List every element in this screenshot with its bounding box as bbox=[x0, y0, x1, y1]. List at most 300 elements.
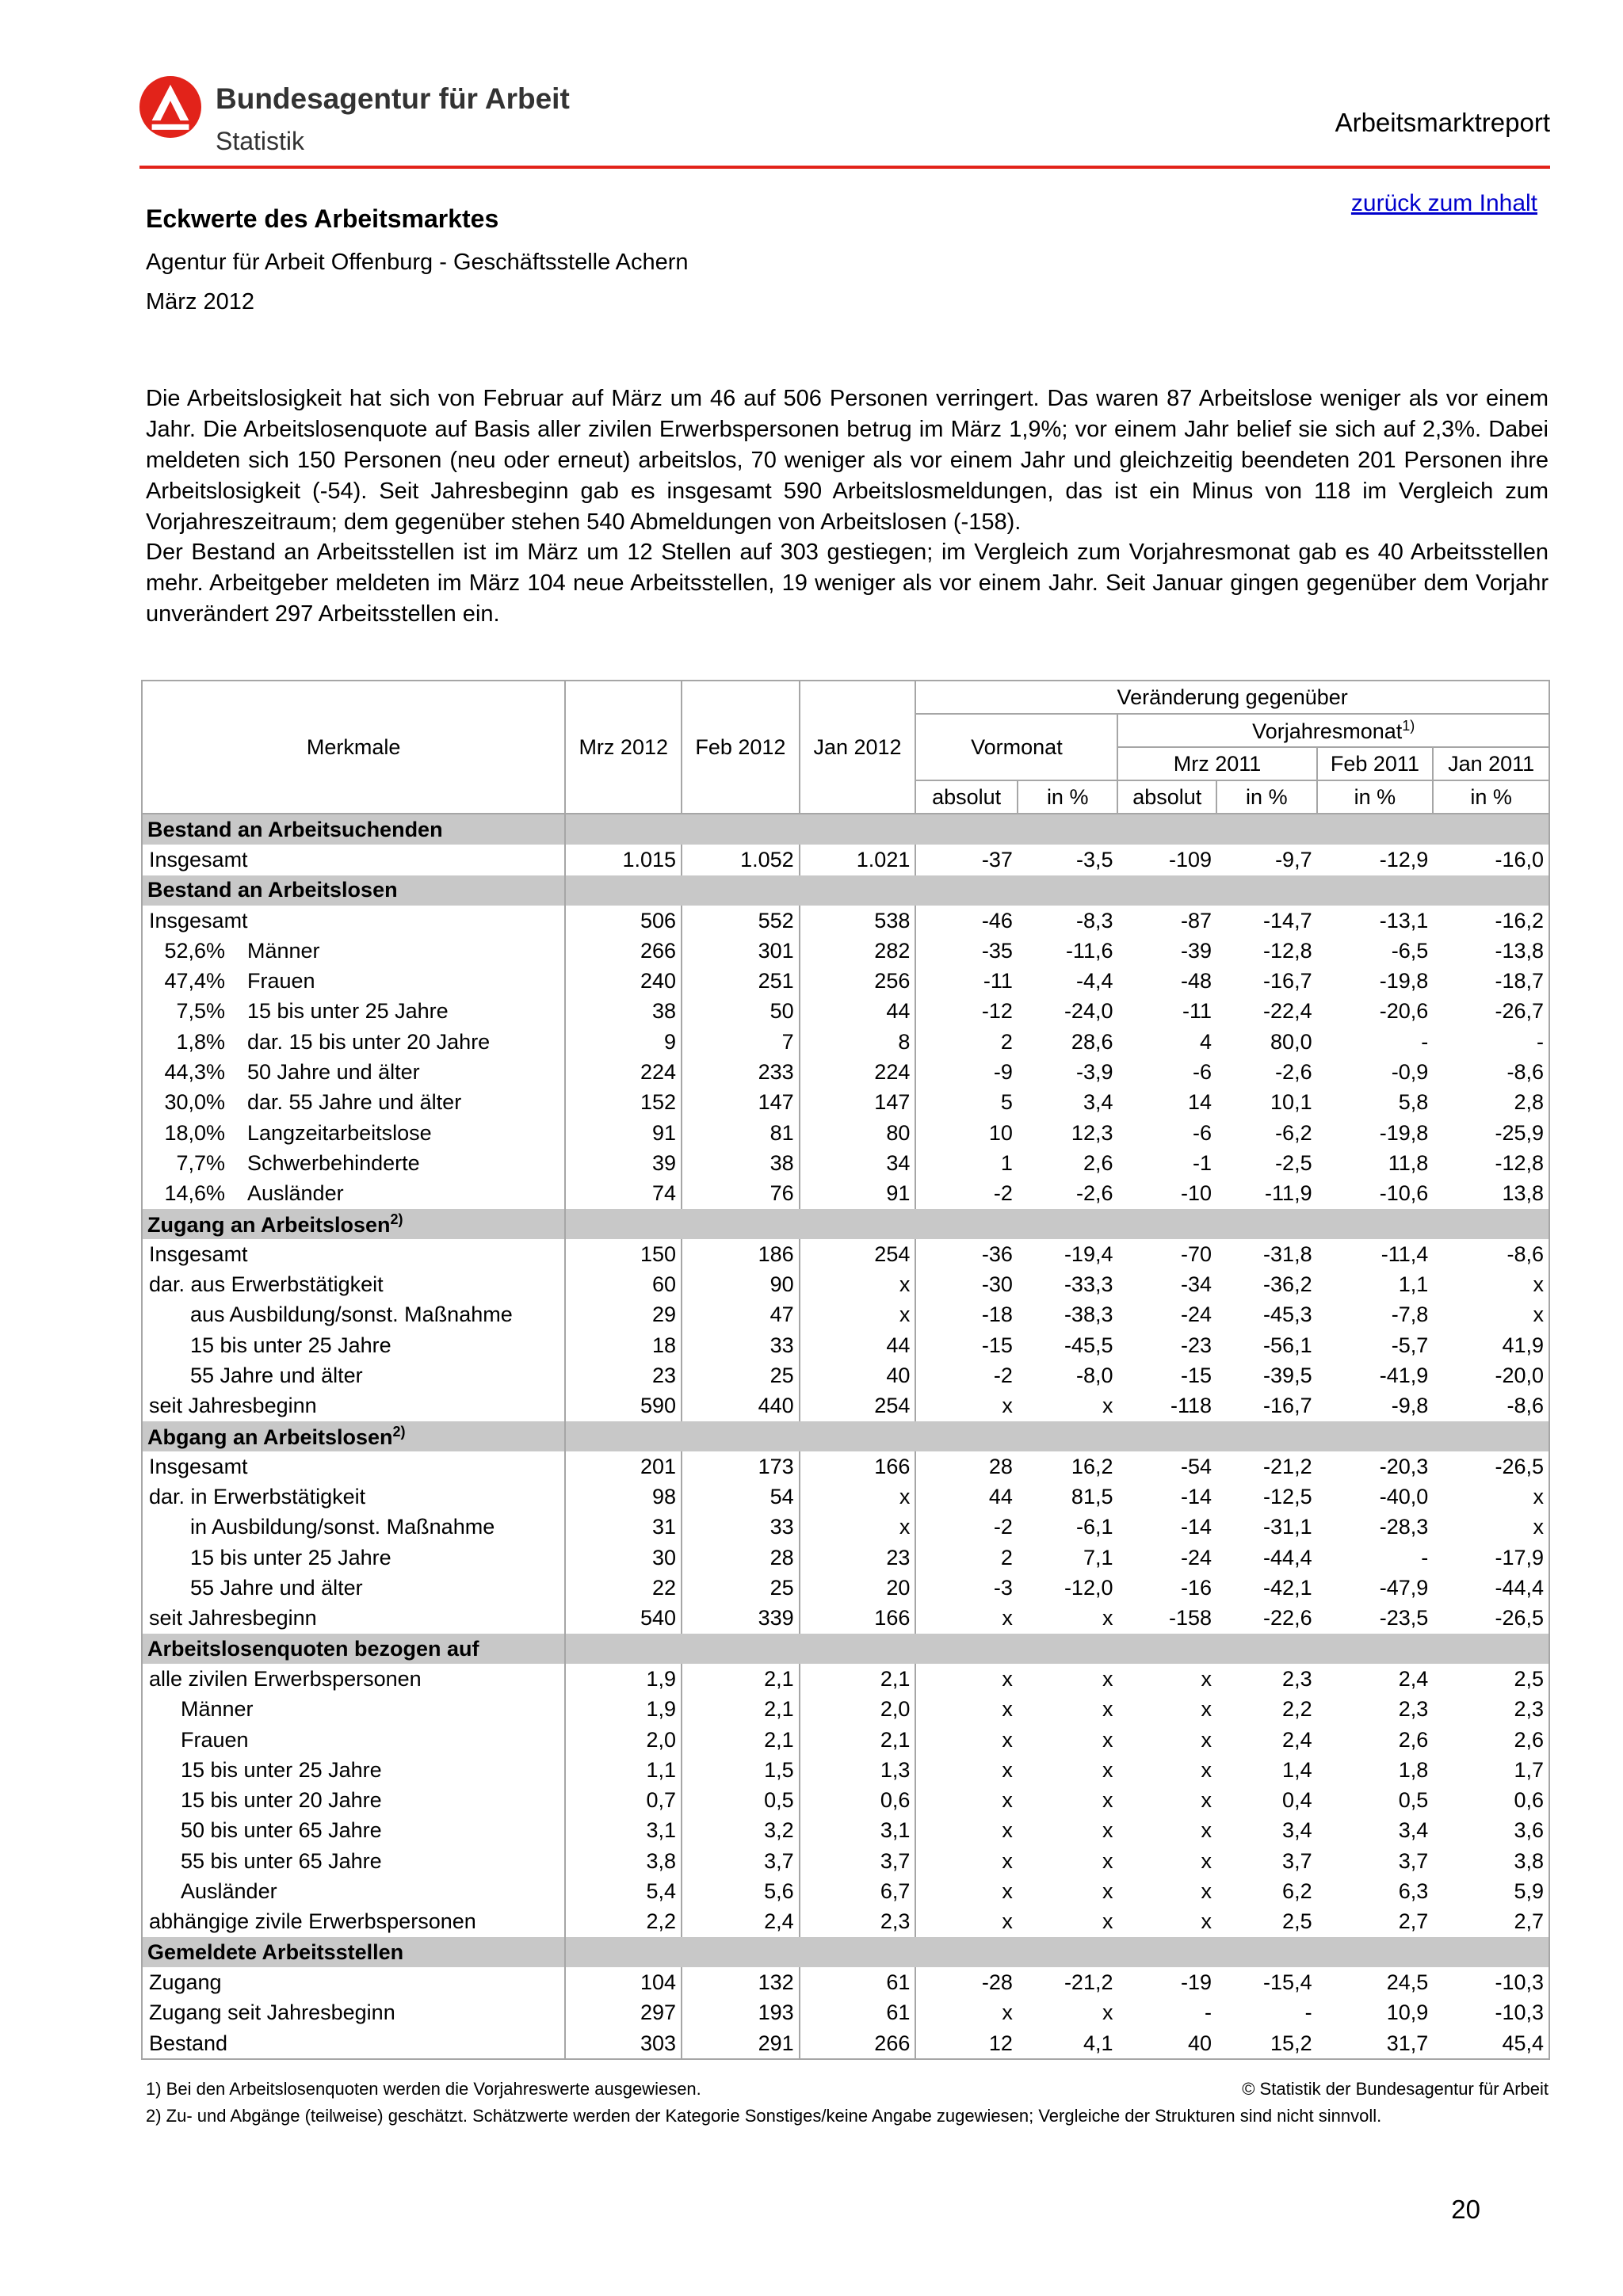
row-label: 15 bis unter 25 Jahre bbox=[142, 1543, 565, 1573]
ba-logo-icon bbox=[139, 76, 201, 138]
row-label: 44,3% 50 Jahre und älter bbox=[142, 1057, 565, 1087]
row-share: 44,3% bbox=[164, 1060, 225, 1085]
table-cell: 0,6 bbox=[1514, 1788, 1544, 1813]
table-row bbox=[142, 1179, 1549, 1209]
table-cell: x bbox=[1002, 1727, 1013, 1752]
table-cell: x bbox=[1201, 1848, 1212, 1873]
row-label: seit Jahresbeginn bbox=[142, 1391, 565, 1421]
table-cell: -11,4 bbox=[1381, 1241, 1429, 1266]
row-label: dar. aus Erwerbstätigkeit bbox=[142, 1269, 565, 1299]
table-cell: 0,6 bbox=[800, 1786, 916, 1816]
table-cell: 2,3 bbox=[1282, 1666, 1312, 1691]
table-cell: 6,2 bbox=[1282, 1879, 1312, 1904]
row-label: Ausländer bbox=[142, 1876, 565, 1906]
table-cell: -109 bbox=[1168, 847, 1212, 871]
table-cell: -3,9 bbox=[1075, 1060, 1113, 1085]
table-cell: -16,2 bbox=[1495, 908, 1544, 933]
col-header-merkmale: Merkmale bbox=[142, 681, 565, 814]
table-cell: -16 bbox=[1181, 1576, 1212, 1600]
table-cell: 10,9 bbox=[1386, 2000, 1429, 2025]
table-cell: 47 bbox=[682, 1300, 800, 1330]
col-header-jan2012: Jan 2012 bbox=[800, 681, 916, 814]
table-cell: 81 bbox=[682, 1118, 800, 1148]
table-cell: x bbox=[1102, 1394, 1113, 1418]
table-cell: x bbox=[1201, 1697, 1212, 1722]
col-header-veraenderung: Veränderung gegenüber bbox=[915, 681, 1549, 714]
row-label: 15 bis unter 20 Jahre bbox=[142, 1786, 565, 1816]
table-cell: 29 bbox=[565, 1300, 682, 1330]
table-cell: -24 bbox=[1181, 1545, 1212, 1569]
table-cell: -8,0 bbox=[1075, 1363, 1113, 1387]
table-cell: -6,5 bbox=[1391, 938, 1429, 963]
table-cell: -44,4 bbox=[1263, 1545, 1312, 1569]
table-cell: x bbox=[1102, 1606, 1113, 1630]
section-label: Abgang an Arbeitslosen$^{2)}$ bbox=[142, 1421, 565, 1451]
table-cell: x bbox=[1102, 1697, 1113, 1722]
table-row bbox=[142, 1391, 1549, 1421]
table-cell: 3,8 bbox=[565, 1846, 682, 1876]
col-header-mrz2012: Mrz 2012 bbox=[565, 681, 682, 814]
table-cell: -21,2 bbox=[1263, 1454, 1312, 1478]
table-cell: -6 bbox=[1193, 1120, 1212, 1145]
table-row bbox=[142, 966, 1549, 996]
row-label: dar. in Erwerbstätigkeit bbox=[142, 1482, 565, 1512]
table-cell: -54 bbox=[1181, 1454, 1212, 1478]
table-cell: 150 bbox=[565, 1239, 682, 1269]
table-cell: 2,4 bbox=[1398, 1666, 1429, 1691]
org-name: Bundesagentur für Arbeit bbox=[216, 82, 570, 115]
table-cell: x bbox=[1002, 1848, 1013, 1873]
table-cell: 193 bbox=[682, 1998, 800, 2028]
table-cell: 74 bbox=[565, 1179, 682, 1209]
section-label: Arbeitslosenquoten bezogen auf bbox=[142, 1634, 565, 1664]
table-row bbox=[142, 936, 1549, 966]
table-cell: 39 bbox=[565, 1148, 682, 1178]
table-cell: -30 bbox=[981, 1272, 1013, 1297]
table-cell: -37 bbox=[981, 847, 1013, 871]
table-cell: 266 bbox=[565, 936, 682, 966]
table-cell: -23 bbox=[1181, 1333, 1212, 1357]
table-cell: 28 bbox=[682, 1543, 800, 1573]
table-cell: -42,1 bbox=[1263, 1576, 1312, 1600]
table-cell: 12,3 bbox=[1071, 1120, 1113, 1145]
table-cell: -21,2 bbox=[1064, 1970, 1113, 1994]
table-cell: -25,9 bbox=[1495, 1120, 1544, 1145]
row-label: 7,7% Schwerbehinderte bbox=[142, 1148, 565, 1178]
table-cell: 8 bbox=[800, 1027, 916, 1057]
row-label: Insgesamt bbox=[142, 1239, 565, 1269]
table-cell: -11,9 bbox=[1265, 1181, 1312, 1206]
table-cell: 2,7 bbox=[1398, 1909, 1429, 1934]
table-cell: -6 bbox=[1193, 1060, 1212, 1085]
table-row bbox=[142, 1846, 1549, 1876]
table-cell: 3,7 bbox=[682, 1846, 800, 1876]
table-cell: - bbox=[1421, 1029, 1429, 1054]
table-cell: 1,1 bbox=[565, 1755, 682, 1785]
table-cell: -19 bbox=[1181, 1970, 1212, 1994]
table-cell: -7,8 bbox=[1391, 1302, 1429, 1327]
table-cell: -47,9 bbox=[1379, 1576, 1429, 1600]
table-cell: -8,3 bbox=[1075, 908, 1113, 933]
table-row bbox=[142, 997, 1549, 1027]
table-cell: 2,2 bbox=[565, 1907, 682, 1937]
table-cell: -45,3 bbox=[1263, 1302, 1312, 1327]
table-cell: -3 bbox=[993, 1576, 1013, 1600]
table-cell: x bbox=[1201, 1909, 1212, 1934]
table-cell: -33,3 bbox=[1064, 1272, 1113, 1297]
table-cell: x bbox=[1533, 1515, 1544, 1539]
section-row bbox=[142, 1209, 1549, 1239]
table-cell: 282 bbox=[800, 936, 916, 966]
table-cell: 40 bbox=[1187, 2031, 1212, 2055]
table-cell: 0,5 bbox=[1398, 1788, 1429, 1813]
row-label: aus Ausbildung/sonst. Maßnahme bbox=[142, 1300, 565, 1330]
table-row bbox=[142, 1482, 1549, 1512]
table-cell: -9,7 bbox=[1275, 847, 1312, 871]
table-cell: 1,9 bbox=[565, 1695, 682, 1725]
table-cell: 61 bbox=[800, 1998, 916, 2028]
table-cell: 147 bbox=[800, 1088, 916, 1118]
table-cell: -24 bbox=[1181, 1302, 1212, 1327]
table-cell: 44 bbox=[988, 1485, 1013, 1509]
table-cell: -16,7 bbox=[1263, 1394, 1312, 1418]
table-row bbox=[142, 1816, 1549, 1846]
table-cell: x bbox=[1533, 1485, 1544, 1509]
table-cell: 224 bbox=[565, 1057, 682, 1087]
table-cell: 2 bbox=[1000, 1545, 1013, 1569]
table-cell: 31,7 bbox=[1386, 2031, 1429, 2055]
table-row bbox=[142, 1360, 1549, 1390]
report-month: März 2012 bbox=[146, 289, 255, 315]
row-share: 7,5% bbox=[176, 999, 225, 1024]
table-cell: 1,5 bbox=[682, 1755, 800, 1785]
table-cell: x bbox=[1002, 2000, 1013, 2025]
table-cell: 147 bbox=[682, 1088, 800, 1118]
table-cell: 3,7 bbox=[800, 1846, 916, 1876]
table-cell: 2,4 bbox=[1282, 1727, 1312, 1752]
table-cell: 5,8 bbox=[1398, 1090, 1429, 1115]
table-cell: -9,8 bbox=[1391, 1394, 1429, 1418]
row-label: Männer bbox=[142, 1695, 565, 1725]
table-cell: 6,3 bbox=[1398, 1879, 1429, 1904]
table-cell: -17,9 bbox=[1495, 1545, 1544, 1569]
table-cell: 2,1 bbox=[682, 1695, 800, 1725]
table-cell: 13,8 bbox=[1502, 1181, 1544, 1206]
table-row bbox=[142, 1027, 1549, 1057]
table-cell: -158 bbox=[1168, 1606, 1212, 1630]
table-cell: -45,5 bbox=[1064, 1333, 1113, 1357]
table-cell: 5,4 bbox=[565, 1876, 682, 1906]
table-cell: -19,4 bbox=[1064, 1241, 1113, 1266]
table-cell: 2,1 bbox=[800, 1664, 916, 1694]
table-cell: - bbox=[1421, 1545, 1429, 1569]
table-cell: -48 bbox=[1181, 969, 1212, 994]
col-header-jan2011: Jan 2011 bbox=[1433, 747, 1549, 780]
table-row bbox=[142, 1604, 1549, 1634]
row-label: Insgesamt bbox=[142, 845, 565, 875]
table-cell: 3,2 bbox=[682, 1816, 800, 1846]
table-cell: -36 bbox=[981, 1241, 1013, 1266]
section-label: Zugang an Arbeitslosen$^{2)}$ bbox=[142, 1209, 565, 1239]
table-cell: -118 bbox=[1170, 1394, 1212, 1418]
table-cell: 20 bbox=[800, 1573, 916, 1603]
table-cell: 1,4 bbox=[1282, 1757, 1312, 1782]
table-row bbox=[142, 1543, 1549, 1573]
table-row bbox=[142, 1573, 1549, 1603]
table-cell: -13,8 bbox=[1495, 938, 1544, 963]
table-row bbox=[142, 1330, 1549, 1360]
back-to-contents-link[interactable]: zurück zum Inhalt bbox=[1350, 190, 1537, 216]
table-cell: 3,4 bbox=[1398, 1818, 1429, 1843]
table-cell: -10,6 bbox=[1379, 1181, 1429, 1206]
table-cell: -23,5 bbox=[1379, 1606, 1429, 1630]
table-row bbox=[142, 1876, 1549, 1906]
table-cell: 2,6 bbox=[1514, 1727, 1544, 1752]
table-cell: -26,5 bbox=[1495, 1454, 1544, 1478]
col-header-vj-absolut: absolut bbox=[1117, 780, 1216, 814]
table-cell: 2 bbox=[1000, 1029, 1013, 1054]
table-cell: 1 bbox=[1000, 1150, 1013, 1175]
row-label: abhängige zivile Erwerbspersonen bbox=[142, 1907, 565, 1937]
key-figures-table bbox=[141, 680, 1550, 2060]
row-label: Zugang bbox=[142, 1967, 565, 1997]
row-label: 18,0% Langzeitarbeitslose bbox=[142, 1118, 565, 1148]
table-cell: 291 bbox=[682, 2028, 800, 2059]
table-cell: -2 bbox=[993, 1363, 1013, 1387]
table-cell: 2,1 bbox=[682, 1664, 800, 1694]
row-label: 15 bis unter 25 Jahre bbox=[142, 1330, 565, 1360]
table-cell: 251 bbox=[682, 966, 800, 996]
table-cell: -4,4 bbox=[1075, 969, 1113, 994]
table-cell: 1,1 bbox=[1398, 1272, 1429, 1297]
page-subtitle: Agentur für Arbeit Offenburg - Geschäftsstelle Achern bbox=[146, 250, 689, 275]
table-cell: x bbox=[1533, 1302, 1544, 1327]
table-cell: - bbox=[1304, 2000, 1312, 2025]
table-cell: -41,9 bbox=[1379, 1363, 1429, 1387]
table-cell: -12 bbox=[981, 999, 1013, 1024]
table-cell: x bbox=[1102, 1818, 1113, 1843]
col-header-vormonat: Vormonat bbox=[915, 714, 1117, 780]
col-header-jan-pct: in % bbox=[1433, 780, 1549, 814]
table-cell: 3,1 bbox=[565, 1816, 682, 1846]
table-cell: 590 bbox=[565, 1391, 682, 1421]
col-header-feb2011: Feb 2011 bbox=[1317, 747, 1434, 780]
table-cell: 60 bbox=[565, 1269, 682, 1299]
table-cell: 2,3 bbox=[1398, 1697, 1429, 1722]
table-cell: 3,7 bbox=[1398, 1848, 1429, 1873]
table-cell: 254 bbox=[800, 1239, 916, 1269]
col-header-feb2012: Feb 2012 bbox=[682, 681, 800, 814]
table-cell: 2,3 bbox=[800, 1907, 916, 1937]
table-cell: -13,1 bbox=[1379, 908, 1429, 933]
table-cell: -19,8 bbox=[1379, 969, 1429, 994]
table-cell: -22,4 bbox=[1263, 999, 1312, 1024]
table-cell: 2,7 bbox=[1514, 1909, 1544, 1934]
table-cell: 15,2 bbox=[1270, 2031, 1312, 2055]
page-number: 20 bbox=[1451, 2195, 1480, 2224]
row-share: 30,0% bbox=[164, 1090, 225, 1115]
table-cell: 301 bbox=[682, 936, 800, 966]
table-cell: -20,3 bbox=[1379, 1454, 1429, 1478]
row-label: 7,5% 15 bis unter 25 Jahre bbox=[142, 997, 565, 1027]
table-cell: -39,5 bbox=[1263, 1363, 1312, 1387]
table-cell: x bbox=[1002, 1788, 1013, 1813]
table-cell: -16,0 bbox=[1495, 847, 1544, 871]
row-label: Insgesamt bbox=[142, 906, 565, 936]
table-cell: -16,7 bbox=[1263, 969, 1312, 994]
table-cell: -26,7 bbox=[1495, 999, 1544, 1024]
table-cell: 4,1 bbox=[1083, 2031, 1113, 2055]
table-cell: 98 bbox=[565, 1482, 682, 1512]
table-cell: 33 bbox=[682, 1330, 800, 1360]
table-cell: 5 bbox=[1000, 1090, 1013, 1115]
row-label: alle zivilen Erwerbspersonen bbox=[142, 1664, 565, 1694]
table-cell: 132 bbox=[682, 1967, 800, 1997]
table-cell: -28 bbox=[981, 1970, 1013, 1994]
table-cell: -14,7 bbox=[1263, 908, 1312, 933]
row-label: in Ausbildung/sonst. Maßnahme bbox=[142, 1512, 565, 1543]
section-row bbox=[142, 1634, 1549, 1664]
table-body bbox=[142, 814, 1549, 2059]
row-label: 15 bis unter 25 Jahre bbox=[142, 1755, 565, 1785]
table-cell: x bbox=[1002, 1697, 1013, 1722]
table-cell: -2,6 bbox=[1275, 1060, 1312, 1085]
table-cell: 76 bbox=[682, 1179, 800, 1209]
table-cell: 266 bbox=[800, 2028, 916, 2059]
table-cell: x bbox=[1201, 1879, 1212, 1904]
table-cell: 44 bbox=[800, 1330, 916, 1360]
table-cell: 0,7 bbox=[565, 1786, 682, 1816]
table-row bbox=[142, 1239, 1549, 1269]
table-cell: -8,6 bbox=[1507, 1394, 1544, 1418]
table-cell: 0,5 bbox=[682, 1786, 800, 1816]
table-cell: 538 bbox=[800, 906, 916, 936]
table-cell: 45,4 bbox=[1502, 2031, 1544, 2055]
table-cell: 506 bbox=[565, 906, 682, 936]
table-cell: 256 bbox=[800, 966, 916, 996]
table-cell: 3,6 bbox=[1514, 1818, 1544, 1843]
table-cell: -26,5 bbox=[1495, 1606, 1544, 1630]
table-cell: 5,9 bbox=[1514, 1879, 1544, 1904]
summary-paragraph-2: Der Bestand an Arbeitsstellen ist im März um 12 Stellen auf 303 gestiegen; im Vergleich zum Vorjahresmonat gab es 40 Arbeitsstellen mehr. Arbeitgeber meldeten im März 104 neue Arbeitsstellen, 19 weniger als vor einem Jahr. Seit Januar gingen gegenüber dem Vorjahr unverändert 297 Arbeitsstellen ein. bbox=[146, 540, 1549, 627]
table-cell: -18 bbox=[981, 1302, 1013, 1327]
table-cell: x bbox=[1002, 1606, 1013, 1630]
col-header-feb-pct: in % bbox=[1317, 780, 1434, 814]
table-cell: 25 bbox=[682, 1360, 800, 1390]
table-cell: 9 bbox=[565, 1027, 682, 1057]
table-cell: 1.015 bbox=[565, 845, 682, 875]
section-row bbox=[142, 814, 1549, 845]
table-cell: 4 bbox=[1200, 1029, 1212, 1054]
table-cell: 54 bbox=[682, 1482, 800, 1512]
table-cell: -36,2 bbox=[1263, 1272, 1312, 1297]
page-title: Eckwerte des Arbeitsmarktes bbox=[146, 204, 499, 233]
footnote-1: 1) Bei den Arbeitslosenquoten werden die Vorjahreswerte ausgewiesen. bbox=[146, 2079, 701, 2099]
table-cell: 80,0 bbox=[1270, 1029, 1312, 1054]
table-cell: 2,5 bbox=[1514, 1666, 1544, 1691]
table-cell: 11,8 bbox=[1388, 1150, 1429, 1175]
table-cell: x bbox=[800, 1512, 916, 1543]
row-share: 47,4% bbox=[164, 969, 225, 994]
table-cell: -38,3 bbox=[1064, 1302, 1113, 1327]
table-cell: -28,3 bbox=[1379, 1515, 1429, 1539]
table-cell: -9 bbox=[993, 1060, 1013, 1085]
table-row bbox=[142, 1057, 1549, 1087]
table-cell: -18,7 bbox=[1495, 969, 1544, 994]
table-row bbox=[142, 1300, 1549, 1330]
table-cell: -31,1 bbox=[1263, 1515, 1312, 1539]
row-share: 18,0% bbox=[164, 1120, 225, 1145]
table-cell: -40,0 bbox=[1379, 1485, 1429, 1509]
table-row bbox=[142, 1088, 1549, 1118]
table-cell: 80 bbox=[800, 1118, 916, 1148]
row-label: 30,0% dar. 55 Jahre und älter bbox=[142, 1088, 565, 1118]
row-label: 50 bis unter 65 Jahre bbox=[142, 1816, 565, 1846]
row-label: 52,6% Männer bbox=[142, 936, 565, 966]
table-cell: 173 bbox=[682, 1451, 800, 1482]
table-cell: -5,7 bbox=[1391, 1333, 1429, 1357]
table-cell: 50 bbox=[682, 997, 800, 1027]
row-label: 55 bis unter 65 Jahre bbox=[142, 1846, 565, 1876]
table-cell: x bbox=[1002, 1818, 1013, 1843]
table-cell: -14 bbox=[1181, 1515, 1212, 1539]
table-cell: x bbox=[1533, 1272, 1544, 1297]
table-cell: 2,0 bbox=[800, 1695, 916, 1725]
header-divider bbox=[139, 166, 1550, 169]
table-cell: 2,6 bbox=[1083, 1150, 1113, 1175]
table-cell: 3,4 bbox=[1282, 1818, 1312, 1843]
col-header-mrz2011: Mrz 2011 bbox=[1117, 747, 1316, 780]
table-cell: 44 bbox=[800, 997, 916, 1027]
table-cell: -44,4 bbox=[1495, 1576, 1544, 1600]
table-cell: 5,6 bbox=[682, 1876, 800, 1906]
table-row bbox=[142, 1148, 1549, 1178]
table-cell: -10 bbox=[1181, 1181, 1212, 1206]
table-cell: x bbox=[1201, 1757, 1212, 1782]
table-cell: -15 bbox=[1181, 1363, 1212, 1387]
table-cell: x bbox=[1002, 1879, 1013, 1904]
table-cell: -34 bbox=[1181, 1272, 1212, 1297]
table-cell: 1,7 bbox=[1514, 1757, 1544, 1782]
report-title: Arbeitsmarktreport bbox=[1335, 108, 1550, 137]
table-cell: 12 bbox=[988, 2031, 1013, 2055]
table-cell: x bbox=[1201, 1666, 1212, 1691]
table-cell: -20,0 bbox=[1495, 1363, 1544, 1387]
section-row bbox=[142, 875, 1549, 906]
table-cell: -8,6 bbox=[1507, 1241, 1544, 1266]
row-share: 7,7% bbox=[176, 1150, 225, 1175]
table-cell: -8,6 bbox=[1507, 1060, 1544, 1085]
table-cell: -14 bbox=[1181, 1485, 1212, 1509]
table-row bbox=[142, 1118, 1549, 1148]
table-cell: x bbox=[800, 1269, 916, 1299]
table-cell: -20,6 bbox=[1379, 999, 1429, 1024]
table-cell: -39 bbox=[1181, 938, 1212, 963]
section-row bbox=[142, 1937, 1549, 1967]
table-cell: 3,8 bbox=[1514, 1848, 1544, 1873]
table-row bbox=[142, 845, 1549, 875]
table-cell: -87 bbox=[1181, 908, 1212, 933]
section-label: Gemeldete Arbeitsstellen bbox=[142, 1937, 565, 1967]
table-cell: 254 bbox=[800, 1391, 916, 1421]
table-cell: 3,1 bbox=[800, 1816, 916, 1846]
table-cell: 61 bbox=[800, 1967, 916, 1997]
table-row bbox=[142, 1998, 1549, 2028]
row-label: 55 Jahre und älter bbox=[142, 1573, 565, 1603]
table-cell: - bbox=[1205, 2000, 1212, 2025]
footnote-2: 2) Zu- und Abgänge (teilweise) geschätzt. Schätzwerte werden der Kategorie Sonstiges/keine Angabe zugewiesen; Vergleiche der Strukturen sind nicht sinnvoll. bbox=[146, 2106, 1382, 2126]
table-cell: x bbox=[1102, 1788, 1113, 1813]
